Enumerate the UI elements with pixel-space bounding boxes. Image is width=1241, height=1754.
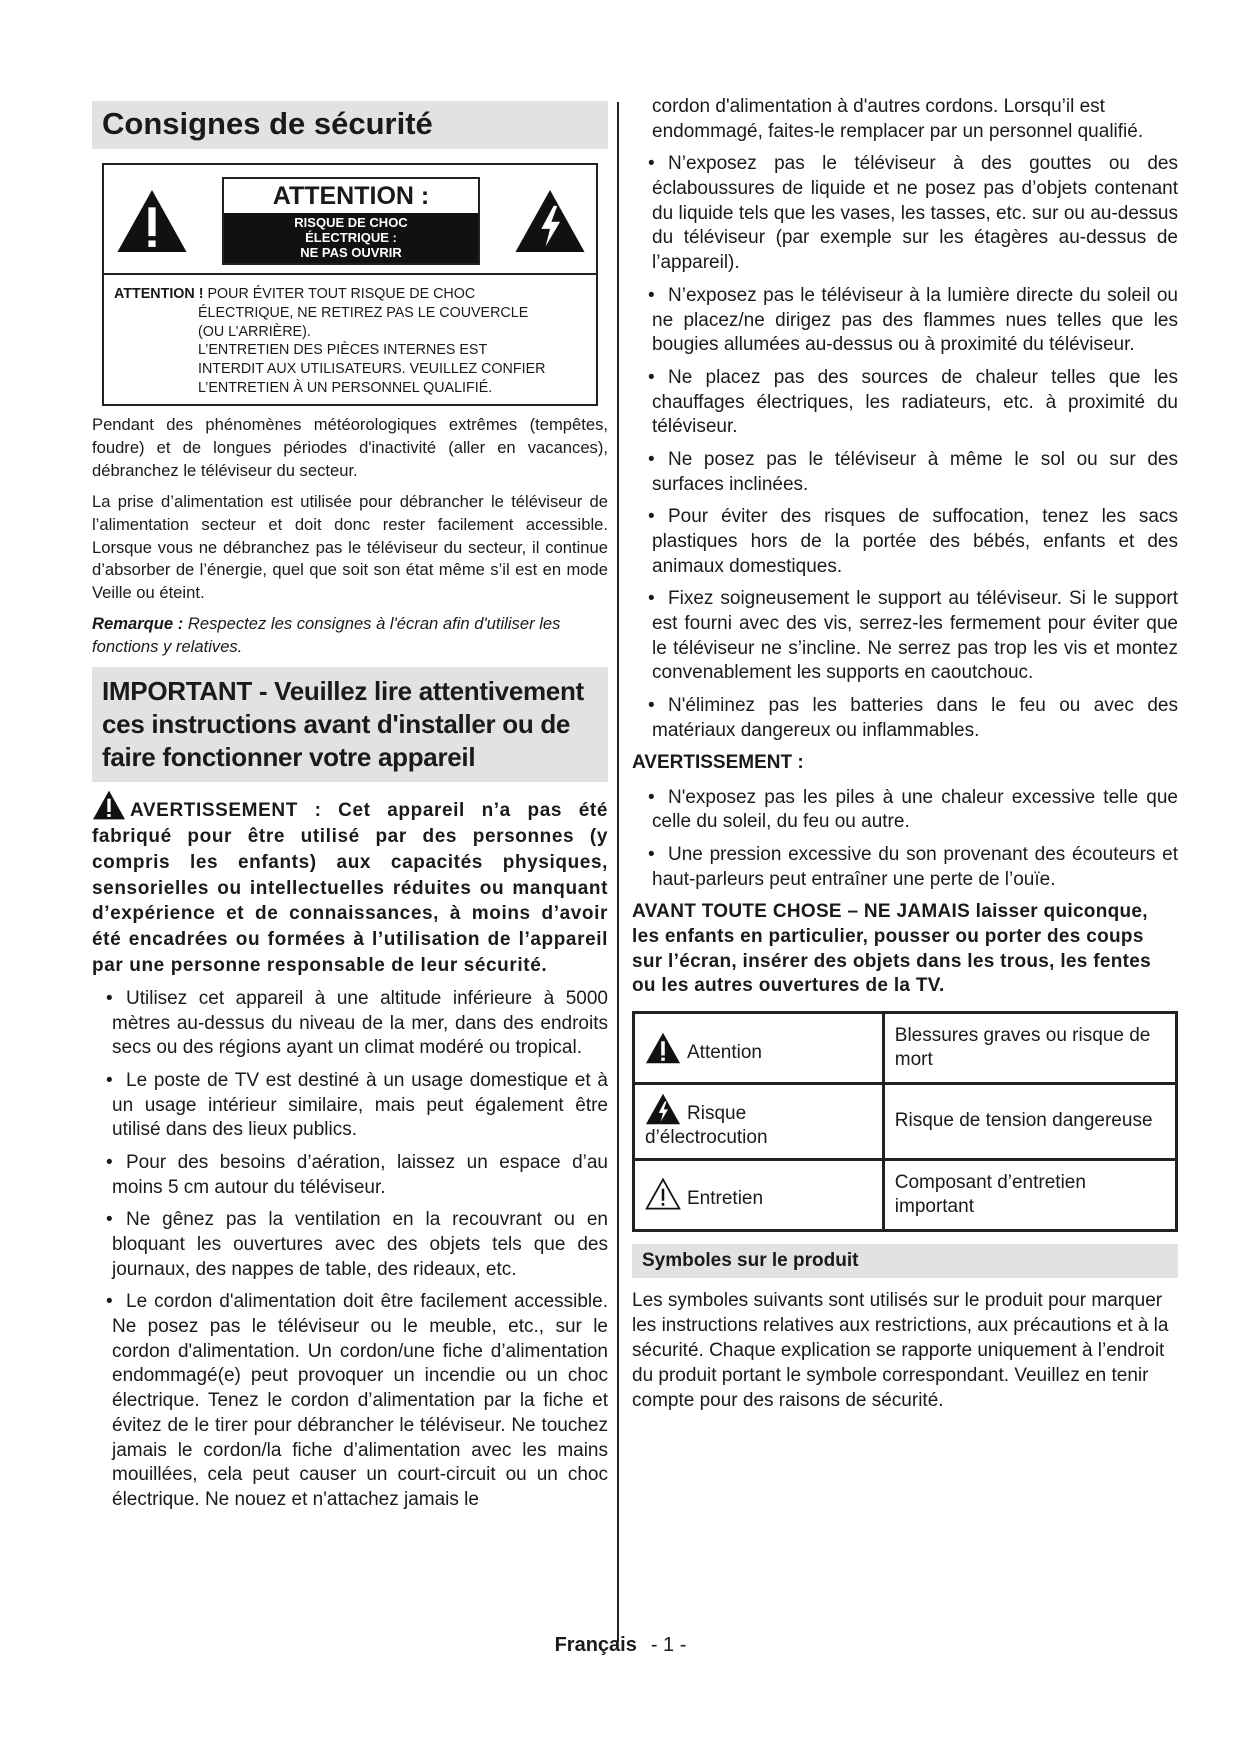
attention-label xyxy=(222,177,480,265)
warning-icon xyxy=(645,1032,681,1064)
table-row xyxy=(634,1159,1177,1230)
symbol-label: Attention xyxy=(687,1041,762,1063)
right-bullet-list xyxy=(632,152,1178,743)
table-row xyxy=(634,1084,1177,1160)
symbol-label: Entretien xyxy=(687,1188,764,1210)
list-item: • N’exposez pas le téléviseur à des gouttes ou des éclaboussures de liquide et ne posez pas d’objets contenant du liquide tels que les vases, les tasses, etc. sur ou au-dessus du téléviseur (par exemple sur les étagères au-dessus de l’appareil). xyxy=(632,152,1178,275)
list-item: • Ne gênez pas la ventilation en la recouvrant ou en bloquant les ouvertures avec des objets tels que des journaux, des nappes de table, des rideaux, etc. xyxy=(92,1208,608,1282)
list-item: • N’exposez pas le téléviseur à la lumière directe du soleil ou ne placez/ne dirigez pas des flammes nues telles que les bougies allumées au-dessus ou à proximité du téléviseur. xyxy=(632,284,1178,358)
attention-line: NE PAS OUVRIR xyxy=(300,244,402,260)
table-cell-description: Blessures graves ou risque de mort xyxy=(883,1013,1176,1084)
table-cell-symbol xyxy=(634,1159,884,1230)
list-item: • Une pression excessive du son provenant des écouteurs et haut-parleurs peut entraîner une perte de l’ouïe. xyxy=(632,843,1178,892)
avertissement-text: AVERTISSEMENT : Cet appareil n’a pas été fabriqué pour être utilisé par des personnes (y compris les enfants) aux capacités physiques, sensorielles ou intellectuelles réduites ou manquant d’expérience et de connaissances, à moins d’avoir été encadrées ou formées à l’utilisation de l’appareil par une personne responsable de leur sécurité. xyxy=(92,800,608,976)
left-bullet-list xyxy=(92,987,608,1513)
attention-header xyxy=(104,165,596,275)
list-item: • Le poste de TV est destiné à un usage domestique et à un usage intérieur similaire, mais peut également être utilisé dans des lieux publics. xyxy=(92,1069,608,1143)
exclamation-warning-icon xyxy=(116,185,188,257)
lightning-bolt-icon xyxy=(514,185,586,257)
attention-shock-warning xyxy=(224,213,478,263)
list-item: • Le cordon d'alimentation doit être facilement accessible. Ne posez pas le téléviseur ou le meuble, etc., sur le cordon d'alimentation. Un cordon/une fiche d’alimentation endommagé(e) peut provoquer un incendie ou un choc électrique. Tenez le cordon d’alimentation par la fiche et évitez de le tirer pour débrancher le téléviseur. Ne touchez jamais le cordon/la fiche d’alimentation avec les mains mouillées, cela peut causer un court-circuit ou un choc électrique. Ne nouez et n'attachez jamais le xyxy=(92,1290,608,1512)
list-item: • N'exposez pas les piles à une chaleur excessive telle que celle du soleil, du feu ou autre. xyxy=(632,786,1178,835)
continued-text: cordon d'alimentation à d'autres cordons. Lorsqu’il est endommagé, faites-le remplacer par un personnel qualifié. xyxy=(652,96,1144,142)
electric-shock-icon xyxy=(645,1093,681,1125)
list-item: • Utilisez cet appareil à une altitude inférieure à 5000 mètres au-dessus du niveau de la mer, dans des endroits secs ou des régions ayant un climat modéré ou tropical. xyxy=(92,987,608,1061)
footer-language: Français xyxy=(554,1634,637,1656)
column-divider xyxy=(617,102,619,1642)
attention-text-line: (OU L’ARRIÈRE). xyxy=(198,323,311,340)
note-paragraph xyxy=(92,613,608,659)
list-item: • Fixez soigneusement le support au téléviseur. Si le support est fourni avec des vis, serrez-les fermement pour éviter que le téléviseur ne s’incline. Ne serrez pas trop les vis et montez convenablement les supports en caoutchouc. xyxy=(632,587,1178,686)
attention-lead: ATTENTION ! xyxy=(114,285,204,302)
list-item: • Ne placez pas des sources de chaleur telles que les chauffages électriques, les radiateurs, etc. à proximité du téléviseur. xyxy=(632,366,1178,440)
list-item: • Ne posez pas le téléviseur à même le sol ou sur des surfaces inclinées. xyxy=(632,448,1178,497)
attention-line: ÉLECTRIQUE : xyxy=(305,230,397,246)
table-row xyxy=(634,1013,1177,1084)
attention-text-line: L’ENTRETIEN DES PIÈCES INTERNES EST xyxy=(198,342,488,359)
right-column xyxy=(632,95,1178,1421)
attention-text-line: ÉLECTRIQUE, NE RETIREZ PAS LE COUVERCLE xyxy=(198,304,529,321)
attention-warning-box xyxy=(102,163,598,406)
battery-bullet-list xyxy=(632,786,1178,893)
warning-icon xyxy=(92,790,126,820)
list-item: • N'éliminez pas les batteries dans le feu ou avec des matériaux dangereux ou inflammables. xyxy=(632,694,1178,743)
avertissement-paragraph xyxy=(92,790,608,979)
attention-text-line: L’ENTRETIEN À UN PERSONNEL QUALIFIÉ. xyxy=(198,380,493,397)
avertissement-heading: AVERTISSEMENT : xyxy=(632,751,804,773)
symbol-label: Risque d’électrocution xyxy=(645,1103,768,1148)
attention-line: RISQUE DE CHOC xyxy=(294,215,408,231)
symbol-table xyxy=(632,1011,1178,1232)
page-title: Consignes de sécurité xyxy=(92,101,608,149)
attention-text-line: INTERDIT AUX UTILISATEURS. VEUILLEZ CONFIER xyxy=(198,361,546,378)
table-cell-symbol xyxy=(634,1013,884,1084)
attention-text xyxy=(104,275,596,404)
weather-paragraph: Pendant des phénomènes météorologiques extrêmes (tempêtes, foudre) et de longues périodes d'inactivité (aller en vacances), débranchez le téléviseur du secteur. xyxy=(92,415,608,480)
table-cell-description: Risque de tension dangereuse xyxy=(883,1084,1176,1160)
list-item: • Pour des besoins d’aération, laissez un espace d’au moins 5 cm autour du téléviseur. xyxy=(92,1151,608,1200)
symbols-paragraph: Les symboles suivants sont utilisés sur le produit pour marquer les instructions relatives aux restrictions, aux précautions et à la sécurité. Chaque explication se rapporte uniquement à l’endroit du produit portant le symbole correspondant. Veuillez en tenir compte pour des raisons de sécurité. xyxy=(632,1289,1169,1411)
attention-title: ATTENTION : xyxy=(272,182,430,211)
avant-toute-chose-paragraph: AVANT TOUTE CHOSE – NE JAMAIS laisser quiconque, les enfants en particulier, pousser ou porter des coups sur l’écran, insérer des objets dans les trous, les fentes ou les autres ouvertures de la TV. xyxy=(632,901,1151,997)
page-footer xyxy=(0,1634,1241,1657)
left-column xyxy=(92,95,608,1521)
attention-text-line: POUR ÉVITER TOUT RISQUE DE CHOC xyxy=(207,285,476,302)
important-heading: IMPORTANT - Veuillez lire attentivement ces instructions avant d'installer ou de faire fonctionner votre appareil xyxy=(92,667,608,782)
caution-outline-icon xyxy=(645,1178,681,1210)
table-cell-symbol xyxy=(634,1084,884,1160)
table-cell-description: Composant d’entretien important xyxy=(883,1159,1176,1230)
note-text: Respectez les consignes à l'écran afin d'utiliser les fonctions y relatives. xyxy=(92,614,561,657)
symbols-heading: Symboles sur le produit xyxy=(632,1244,1178,1278)
plug-paragraph: La prise d’alimentation est utilisée pour débrancher le téléviseur de l’alimentation secteur et doit donc rester facilement accessible. Lorsque vous ne débranchez pas le téléviseur du secteur, il continue d’absorber de l’énergie, quel que soit son état même s’il est en mode Veille ou éteint. xyxy=(92,491,608,603)
list-item: • Pour éviter des risques de suffocation, tenez les sacs plastiques hors de la portée des bébés, enfants et des animaux domestiques. xyxy=(632,505,1178,579)
page-number: - 1 - xyxy=(650,1634,687,1656)
note-label: Remarque : xyxy=(92,614,184,634)
